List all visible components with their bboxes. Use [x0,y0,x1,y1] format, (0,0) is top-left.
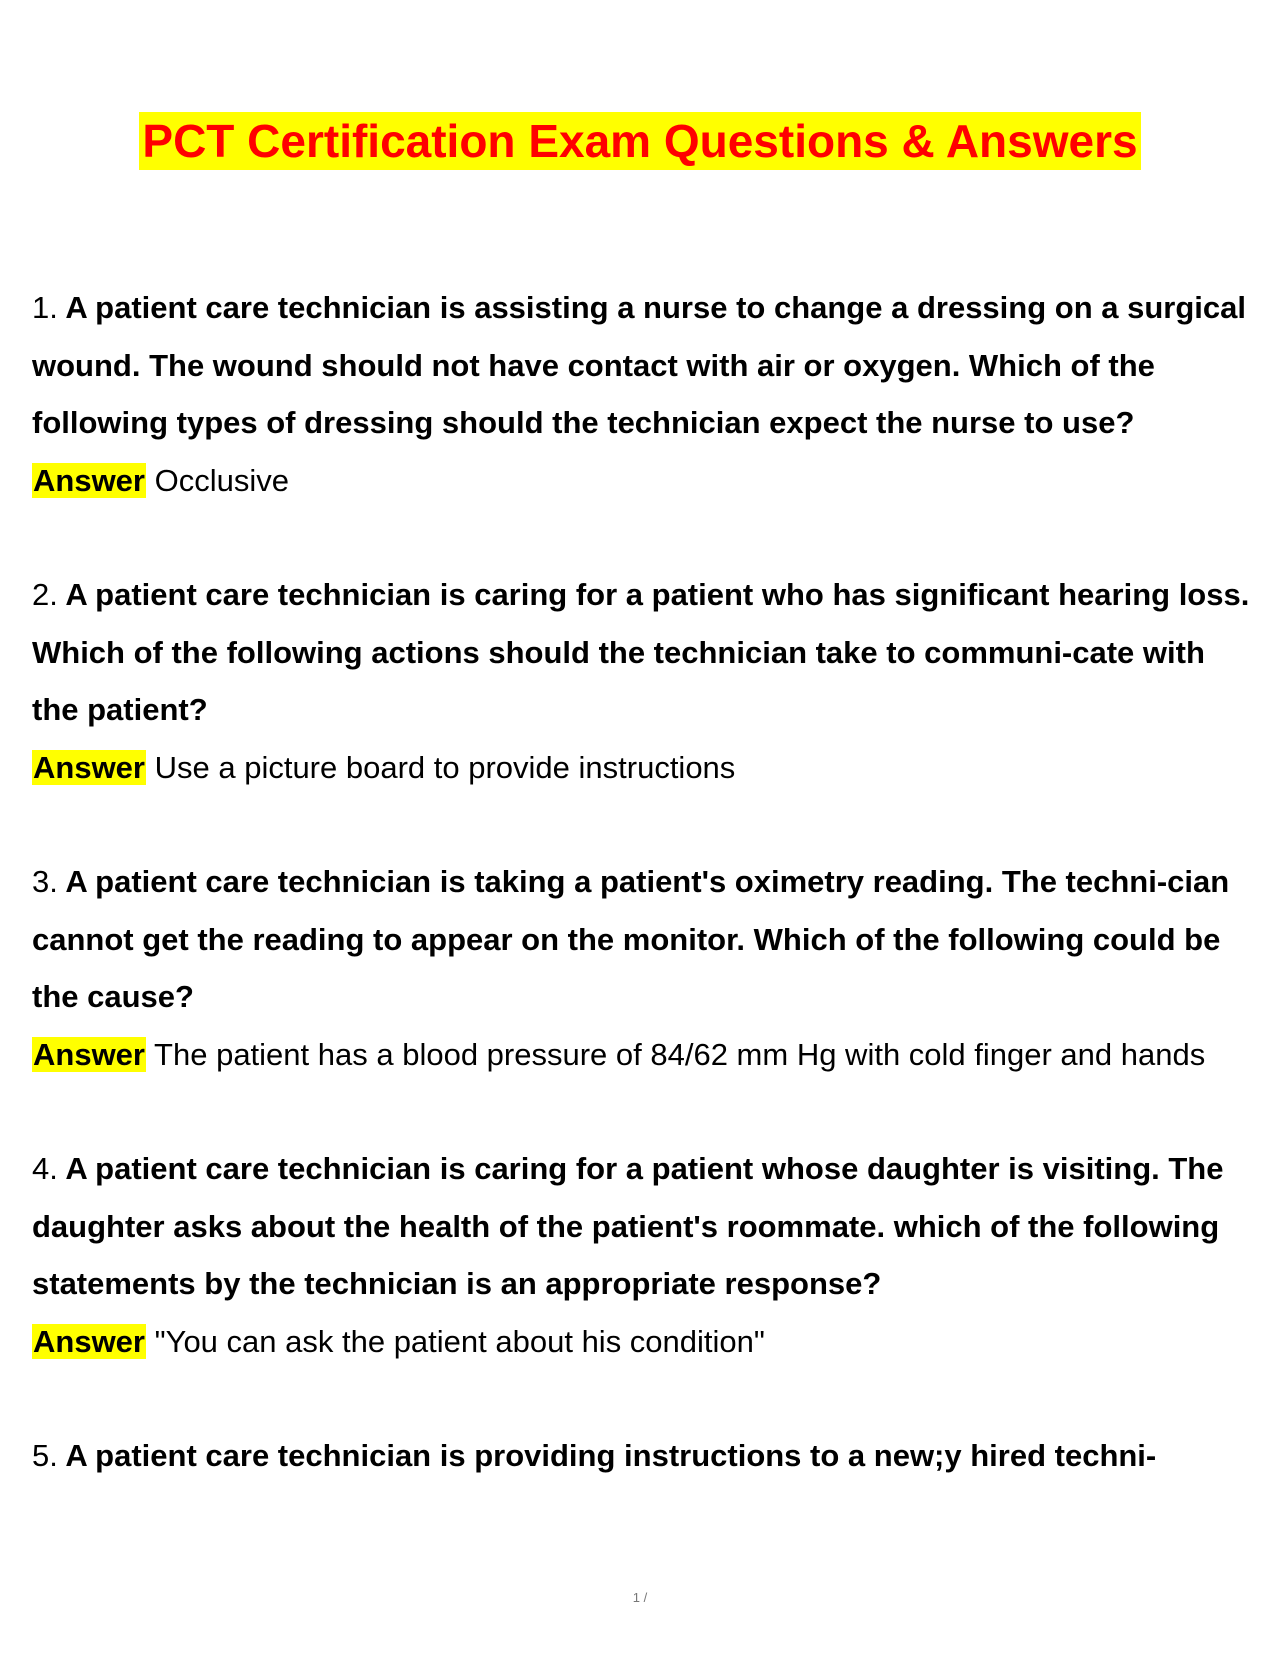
answer-text: The patient has a blood pressure of 84/62 mm Hg with cold finger and hands [154,1036,1206,1072]
question-text: A patient care technician is taking a patient's oximetry reading. The techni-cian cannot get the reading to appear on the monitor. Which of the following could be the cause? [32,864,1230,1014]
answer-label: Answer [33,462,145,498]
question-1 [32,279,1257,452]
qa-item-3 [32,853,1257,1083]
question-text: A patient care technician is providing instructions to a new;y hired techni- [65,1438,1157,1473]
title-container [0,112,1280,170]
answer-text: "You can ask the patient about his condition" [154,1323,765,1359]
question-number: 2. [32,577,58,612]
qa-item-4 [32,1140,1257,1370]
question-number: 5. [32,1438,58,1473]
question-number: 3. [32,864,58,899]
page-number: 1 / [632,1590,648,1605]
question-2 [32,566,1257,739]
answer-label: Answer [33,749,145,785]
answer-label: Answer [33,1323,145,1359]
answer-text: Occlusive [154,462,289,498]
question-text: A patient care technician is assisting a nurse to change a dressing on a surgical wound. The wound should not have contact with air or oxygen. Which of the following types of dressing should the technician expect the nurse to use? [32,290,1246,440]
qa-item-1 [32,279,1257,509]
answer-4 [32,1313,1257,1371]
document-title: PCT Certification Exam Questions & Answers [139,112,1140,170]
question-text: A patient care technician is caring for a patient who has significant hearing loss. Which of the following actions should the technician take to communi-cate with the patient? [32,577,1250,727]
answer-1 [32,452,1257,510]
answer-2 [32,739,1257,797]
question-3 [32,853,1257,1026]
qa-item-2 [32,566,1257,796]
question-5 [32,1427,1257,1485]
question-text: A patient care technician is caring for a patient whose daughter is visiting. The daughter asks about the health of the patient's roommate. which of the following statements by the technician is an appropriate response? [32,1151,1224,1301]
question-4 [32,1140,1257,1313]
answer-text: Use a picture board to provide instructions [154,749,736,785]
qa-list [32,279,1257,1542]
question-number: 4. [32,1151,58,1186]
answer-label: Answer [33,1036,145,1072]
answer-3 [32,1026,1257,1084]
qa-item-5 [32,1427,1257,1485]
question-number: 1. [32,290,58,325]
